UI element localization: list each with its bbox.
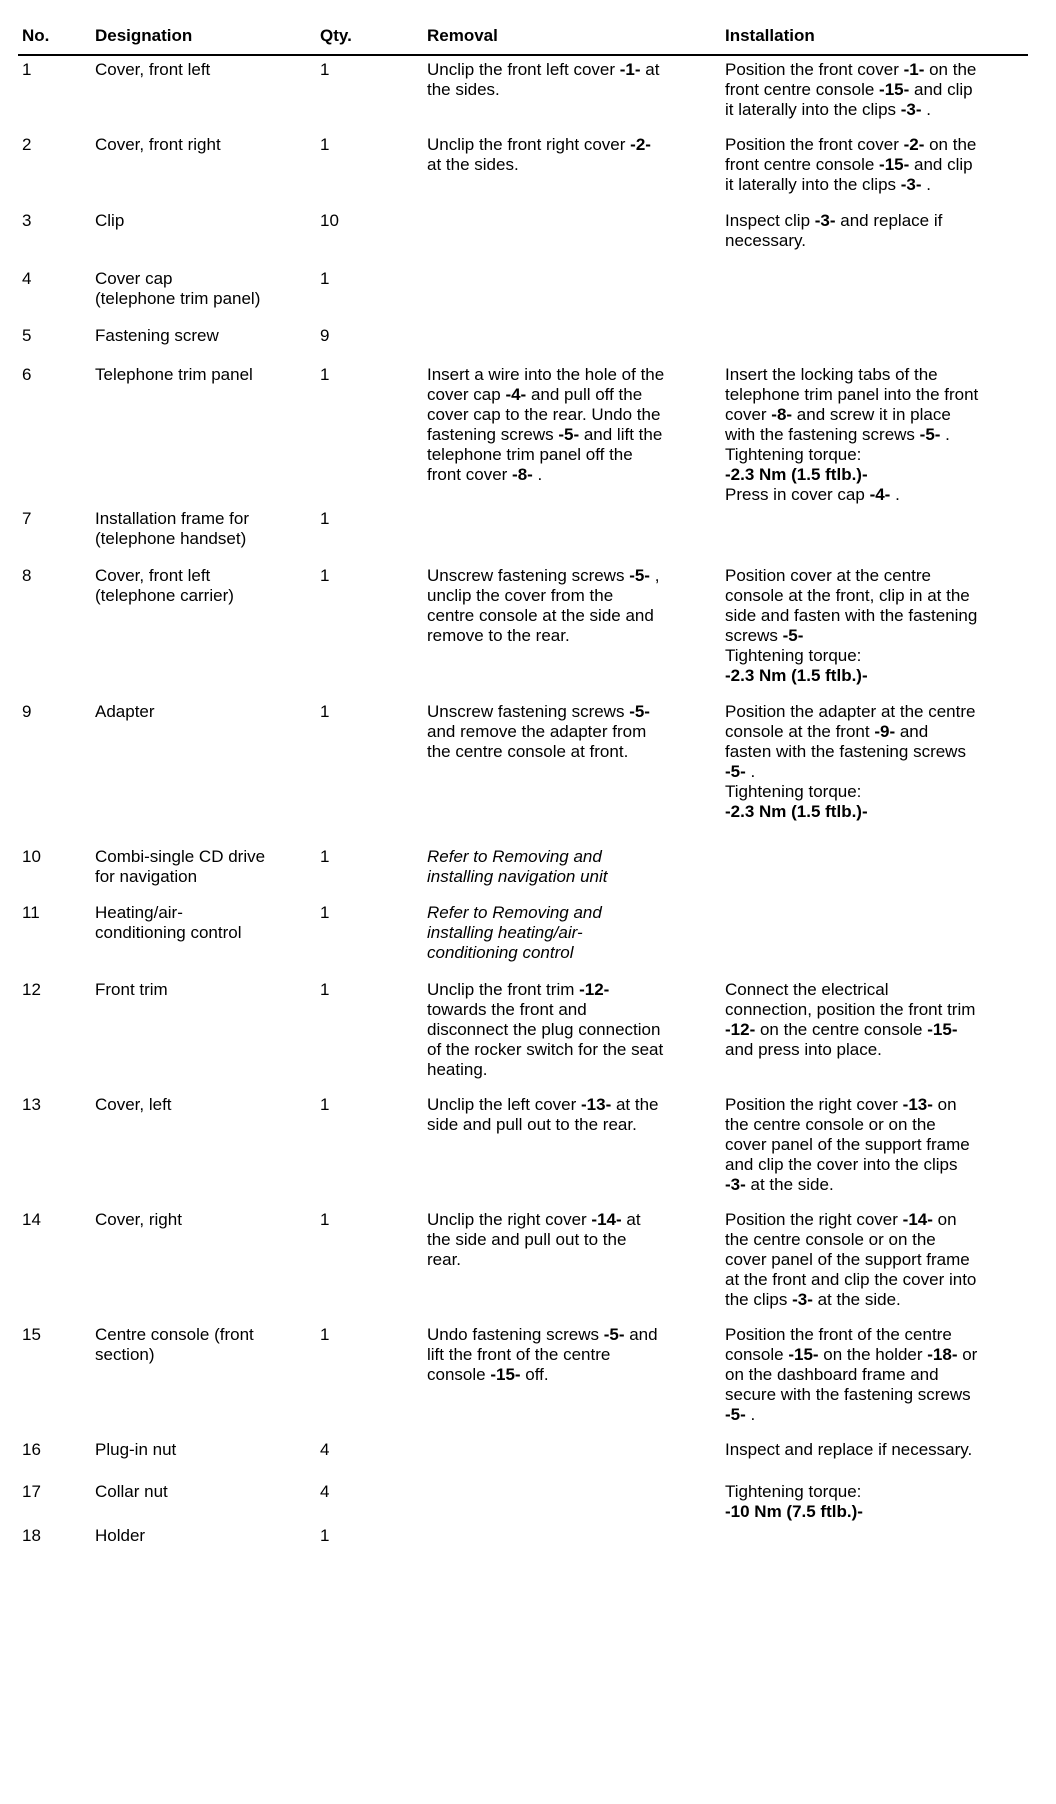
cell-removal-line: heating. <box>427 1060 488 1079</box>
cell-designation-line: Clip <box>95 211 125 230</box>
cell-no <box>18 1206 91 1321</box>
cell-removal-line: Unclip the front trim -12- <box>427 980 610 999</box>
cell-qty-line: 1 <box>320 60 330 79</box>
cell-designation-line: Heating/air- <box>95 903 183 922</box>
cell-designation <box>91 976 316 1091</box>
cell-designation-line: Fastening screw <box>95 326 219 345</box>
cell-installation-line: cover panel of the support frame <box>725 1135 970 1154</box>
cell-installation <box>721 1321 1028 1436</box>
cell-installation <box>721 55 1028 131</box>
cell-qty <box>316 207 423 265</box>
cell-installation-line: cover panel of the support frame <box>725 1250 970 1269</box>
cell-qty <box>316 698 423 843</box>
cell-installation <box>721 505 1028 562</box>
cell-removal-line: towards the front and <box>427 1000 587 1019</box>
cell-removal <box>423 55 721 131</box>
cell-no <box>18 843 91 899</box>
cell-removal <box>423 1436 721 1478</box>
cell-installation-line: Inspect clip -3- and replace if <box>725 211 943 230</box>
cell-removal-line: at the sides. <box>427 155 519 174</box>
cell-installation-line: Tightening torque: <box>725 445 862 464</box>
cell-installation-line: console at the front, clip in at the <box>725 586 970 605</box>
cell-no-line: 17 <box>22 1482 41 1501</box>
cell-removal-line: Unclip the left cover -13- at the <box>427 1095 659 1114</box>
cell-qty <box>316 322 423 361</box>
cell-removal <box>423 131 721 207</box>
cell-installation-line: -10 Nm (7.5 ftlb.)- <box>725 1502 863 1521</box>
cell-no-line: 11 <box>22 903 40 922</box>
cell-qty-line: 1 <box>320 269 330 288</box>
cell-removal <box>423 899 721 976</box>
cell-designation-line: Cover, front left <box>95 60 211 79</box>
cell-installation <box>721 698 1028 843</box>
cell-designation <box>91 322 316 361</box>
cell-qty <box>316 1478 423 1522</box>
cell-removal-line: rear. <box>427 1250 462 1269</box>
cell-no <box>18 698 91 843</box>
table-row <box>18 265 1028 322</box>
cell-removal-line: Unclip the right cover -14- at <box>427 1210 641 1229</box>
cell-installation-line: side and fasten with the fastening <box>725 606 978 625</box>
cell-no <box>18 1478 91 1522</box>
cell-removal <box>423 1091 721 1206</box>
cell-designation <box>91 899 316 976</box>
cell-designation-line: for navigation <box>95 867 198 886</box>
cell-installation-line: and clip the cover into the clips <box>725 1155 958 1174</box>
table-row <box>18 843 1028 899</box>
cell-designation <box>91 698 316 843</box>
cell-removal-line: unclip the cover from the <box>427 586 614 605</box>
cell-removal-line: Undo fastening screws -5- and <box>427 1325 658 1344</box>
cell-qty <box>316 55 423 131</box>
table-row <box>18 1478 1028 1522</box>
cell-no-line: 10 <box>22 847 41 866</box>
cell-designation <box>91 562 316 698</box>
cell-installation-line: cover -8- and screw it in place <box>725 405 951 424</box>
cell-designation-line: Adapter <box>95 702 155 721</box>
cell-designation <box>91 505 316 562</box>
cell-qty <box>316 505 423 562</box>
cell-removal-line: installing navigation unit <box>427 867 608 886</box>
table-row <box>18 55 1028 131</box>
cell-removal-line: Refer to Removing and <box>427 903 602 922</box>
cell-qty <box>316 131 423 207</box>
cell-qty-line: 10 <box>320 211 339 230</box>
cell-installation-line: -2.3 Nm (1.5 ftlb.)- <box>725 465 868 484</box>
cell-designation-line: Installation frame for <box>95 509 250 528</box>
cell-qty <box>316 1091 423 1206</box>
cell-no-line: 9 <box>22 702 32 721</box>
cell-qty-line: 1 <box>320 903 330 922</box>
cell-qty <box>316 1206 423 1321</box>
cell-removal <box>423 322 721 361</box>
cell-no <box>18 1522 91 1562</box>
cell-installation <box>721 1436 1028 1478</box>
cell-removal-line: side and pull out to the rear. <box>427 1115 637 1134</box>
cell-removal-line: and remove the adapter from <box>427 722 647 741</box>
cell-qty-line: 1 <box>320 1325 330 1344</box>
cell-qty <box>316 976 423 1091</box>
table-row <box>18 698 1028 843</box>
cell-installation <box>721 265 1028 322</box>
table-row <box>18 976 1028 1091</box>
cell-installation-line: console at the front -9- and <box>725 722 929 741</box>
cell-qty-line: 1 <box>320 135 330 154</box>
cell-removal-line: cover cap -4- and pull off the <box>427 385 643 404</box>
table-row <box>18 207 1028 265</box>
table-row <box>18 1321 1028 1436</box>
cell-designation-line: Centre console (front <box>95 1325 254 1344</box>
cell-installation-line: with the fastening screws -5- . <box>725 425 950 444</box>
cell-removal-line: Unclip the front right cover -2- <box>427 135 651 154</box>
table-row <box>18 361 1028 505</box>
table-row <box>18 131 1028 207</box>
cell-no <box>18 265 91 322</box>
cell-no-line: 12 <box>22 980 41 999</box>
cell-removal-line: remove to the rear. <box>427 626 570 645</box>
cell-no-line: 13 <box>22 1095 41 1114</box>
cell-designation <box>91 1091 316 1206</box>
cell-installation-line: -5- . <box>725 762 756 781</box>
cell-designation <box>91 131 316 207</box>
table-header-row <box>18 22 1028 55</box>
cell-installation-line: front centre console -15- and clip <box>725 80 973 99</box>
cell-removal-line: the side and pull out to the <box>427 1230 627 1249</box>
cell-designation <box>91 1522 316 1562</box>
cell-no <box>18 1321 91 1436</box>
cell-removal-line: installing heating/air- <box>427 923 583 942</box>
cell-no-line: 8 <box>22 566 32 585</box>
table-row <box>18 322 1028 361</box>
cell-designation-line: (telephone carrier) <box>95 586 234 605</box>
cell-no <box>18 322 91 361</box>
cell-installation <box>721 361 1028 505</box>
cell-designation <box>91 55 316 131</box>
cell-installation-line: Position the front cover -2- on the <box>725 135 977 154</box>
cell-installation-line: it laterally into the clips -3- . <box>725 175 931 194</box>
cell-no-line: 15 <box>22 1325 41 1344</box>
cell-installation-line: Position the front of the centre <box>725 1325 952 1344</box>
cell-no-line: 5 <box>22 326 32 345</box>
cell-installation-line: the centre console or on the <box>725 1230 936 1249</box>
cell-installation <box>721 1522 1028 1562</box>
cell-designation-line: Cover cap <box>95 269 173 288</box>
header-designation: Designation <box>91 22 316 55</box>
cell-designation-line: Holder <box>95 1526 146 1545</box>
parts-table <box>18 22 1028 1562</box>
cell-no <box>18 976 91 1091</box>
header-no: No. <box>18 22 91 55</box>
cell-no-line: 6 <box>22 365 32 384</box>
cell-designation-line: Collar nut <box>95 1482 168 1501</box>
cell-installation-line: -2.3 Nm (1.5 ftlb.)- <box>725 802 868 821</box>
cell-installation-line: the centre console or on the <box>725 1115 936 1134</box>
table-row <box>18 899 1028 976</box>
cell-installation-line: telephone trim panel into the front <box>725 385 979 404</box>
cell-qty-line: 1 <box>320 980 330 999</box>
cell-qty-line: 1 <box>320 1526 330 1545</box>
cell-installation <box>721 562 1028 698</box>
table-row <box>18 505 1028 562</box>
cell-designation-line: section) <box>95 1345 155 1364</box>
cell-designation-line: Cover, front right <box>95 135 221 154</box>
cell-qty-line: 1 <box>320 365 330 384</box>
cell-no <box>18 1436 91 1478</box>
cell-no <box>18 1091 91 1206</box>
cell-qty-line: 1 <box>320 1210 330 1229</box>
cell-designation-line: Combi-single CD drive <box>95 847 266 866</box>
cell-installation-line: Insert the locking tabs of the <box>725 365 938 384</box>
cell-installation <box>721 1206 1028 1321</box>
cell-removal-line: the centre console at front. <box>427 742 629 761</box>
cell-removal <box>423 1206 721 1321</box>
cell-removal-line: Unscrew fastening screws -5- <box>427 702 650 721</box>
cell-qty-line: 1 <box>320 566 330 585</box>
cell-installation <box>721 843 1028 899</box>
cell-no-line: 14 <box>22 1210 41 1229</box>
cell-removal <box>423 843 721 899</box>
cell-installation-line: necessary. <box>725 231 806 250</box>
cell-designation <box>91 361 316 505</box>
cell-designation-line: Front trim <box>95 980 168 999</box>
cell-designation <box>91 1436 316 1478</box>
cell-removal <box>423 976 721 1091</box>
cell-no <box>18 55 91 131</box>
cell-removal <box>423 505 721 562</box>
cell-removal-line: cover cap to the rear. Undo the <box>427 405 661 424</box>
cell-qty-line: 4 <box>320 1440 330 1459</box>
table-body <box>18 55 1028 1562</box>
cell-qty <box>316 1436 423 1478</box>
cell-removal-line: lift the front of the centre <box>427 1345 611 1364</box>
cell-installation-line: the clips -3- at the side. <box>725 1290 901 1309</box>
table-row <box>18 1522 1028 1562</box>
cell-no <box>18 361 91 505</box>
cell-no-line: 18 <box>22 1526 41 1545</box>
cell-installation-line: Tightening torque: <box>725 1482 862 1501</box>
cell-removal-line: disconnect the plug connection <box>427 1020 661 1039</box>
cell-installation-line: and press into place. <box>725 1040 882 1059</box>
cell-designation-line: (telephone trim panel) <box>95 289 261 308</box>
cell-designation <box>91 265 316 322</box>
cell-designation-line: conditioning control <box>95 923 242 942</box>
cell-installation-line: fasten with the fastening screws <box>725 742 966 761</box>
cell-removal-line: front cover -8- . <box>427 465 543 484</box>
cell-removal-line: console -15- off. <box>427 1365 549 1384</box>
cell-installation-line: -12- on the centre console -15- <box>725 1020 958 1039</box>
cell-designation <box>91 1206 316 1321</box>
header-installation: Installation <box>721 22 1028 55</box>
cell-designation <box>91 207 316 265</box>
cell-qty <box>316 562 423 698</box>
cell-designation-line: Cover, left <box>95 1095 172 1114</box>
cell-installation <box>721 207 1028 265</box>
cell-installation-line: -3- at the side. <box>725 1175 834 1194</box>
cell-removal <box>423 1321 721 1436</box>
cell-installation-line: Position the adapter at the centre <box>725 702 976 721</box>
cell-removal-line: Insert a wire into the hole of the <box>427 365 665 384</box>
cell-designation-line: Plug-in nut <box>95 1440 177 1459</box>
cell-no <box>18 899 91 976</box>
cell-designation <box>91 843 316 899</box>
cell-removal <box>423 1522 721 1562</box>
cell-no-line: 16 <box>22 1440 41 1459</box>
cell-removal-line: Refer to Removing and <box>427 847 602 866</box>
cell-qty-line: 1 <box>320 509 330 528</box>
cell-installation-line: front centre console -15- and clip <box>725 155 973 174</box>
cell-installation <box>721 131 1028 207</box>
cell-no-line: 1 <box>22 60 32 79</box>
cell-installation-line: Press in cover cap -4- . <box>725 485 900 504</box>
cell-installation-line: secure with the fastening screws <box>725 1385 971 1404</box>
cell-removal-line: Unscrew fastening screws -5- , <box>427 566 660 585</box>
table-row <box>18 1206 1028 1321</box>
table-row <box>18 1436 1028 1478</box>
cell-removal <box>423 265 721 322</box>
cell-removal <box>423 1478 721 1522</box>
cell-qty <box>316 361 423 505</box>
cell-qty-line: 1 <box>320 847 330 866</box>
cell-installation-line: console -15- on the holder -18- or <box>725 1345 978 1364</box>
cell-no <box>18 505 91 562</box>
cell-installation <box>721 322 1028 361</box>
cell-no-line: 3 <box>22 211 32 230</box>
cell-removal <box>423 562 721 698</box>
cell-removal <box>423 207 721 265</box>
cell-installation-line: on the dashboard frame and <box>725 1365 939 1384</box>
cell-removal <box>423 698 721 843</box>
cell-removal <box>423 361 721 505</box>
cell-designation-line: Cover, right <box>95 1210 182 1229</box>
cell-designation-line: Telephone trim panel <box>95 365 253 384</box>
cell-installation-line: connection, position the front trim <box>725 1000 976 1019</box>
cell-removal-line: conditioning control <box>427 943 574 962</box>
cell-installation-line: Connect the electrical <box>725 980 889 999</box>
cell-qty <box>316 899 423 976</box>
cell-removal-line: centre console at the side and <box>427 606 654 625</box>
cell-installation-line: Tightening torque: <box>725 782 862 801</box>
table-row <box>18 1091 1028 1206</box>
cell-no <box>18 207 91 265</box>
cell-installation <box>721 976 1028 1091</box>
cell-qty <box>316 1321 423 1436</box>
cell-qty-line: 1 <box>320 1095 330 1114</box>
cell-removal-line: Unclip the front left cover -1- at <box>427 60 660 79</box>
cell-installation-line: Inspect and replace if necessary. <box>725 1440 973 1459</box>
cell-installation-line: Position the front cover -1- on the <box>725 60 977 79</box>
cell-installation-line: at the front and clip the cover into <box>725 1270 977 1289</box>
cell-installation-line: screws -5- <box>725 626 804 645</box>
cell-removal-line: telephone trim panel off the <box>427 445 633 464</box>
cell-no-line: 7 <box>22 509 32 528</box>
cell-installation-line: Position cover at the centre <box>725 566 932 585</box>
cell-removal-line: the sides. <box>427 80 500 99</box>
cell-designation-line: Cover, front left <box>95 566 211 585</box>
cell-installation-line: -5- . <box>725 1405 756 1424</box>
cell-qty-line: 9 <box>320 326 330 345</box>
header-removal: Removal <box>423 22 721 55</box>
header-qty: Qty. <box>316 22 423 55</box>
cell-removal-line: fastening screws -5- and lift the <box>427 425 663 444</box>
cell-installation-line: -2.3 Nm (1.5 ftlb.)- <box>725 666 868 685</box>
cell-designation <box>91 1478 316 1522</box>
cell-installation <box>721 1478 1028 1522</box>
cell-installation <box>721 1091 1028 1206</box>
cell-qty <box>316 843 423 899</box>
cell-qty-line: 1 <box>320 702 330 721</box>
table-row <box>18 562 1028 698</box>
cell-removal-line: of the rocker switch for the seat <box>427 1040 664 1059</box>
cell-installation-line: Position the right cover -14- on <box>725 1210 957 1229</box>
cell-installation <box>721 899 1028 976</box>
cell-installation-line: Tightening torque: <box>725 646 862 665</box>
cell-no <box>18 562 91 698</box>
cell-designation <box>91 1321 316 1436</box>
cell-qty <box>316 1522 423 1562</box>
cell-installation-line: Position the right cover -13- on <box>725 1095 957 1114</box>
cell-designation-line: (telephone handset) <box>95 529 247 548</box>
cell-no <box>18 131 91 207</box>
cell-no-line: 2 <box>22 135 32 154</box>
cell-qty <box>316 265 423 322</box>
cell-qty-line: 4 <box>320 1482 330 1501</box>
cell-installation-line: it laterally into the clips -3- . <box>725 100 931 119</box>
cell-no-line: 4 <box>22 269 32 288</box>
